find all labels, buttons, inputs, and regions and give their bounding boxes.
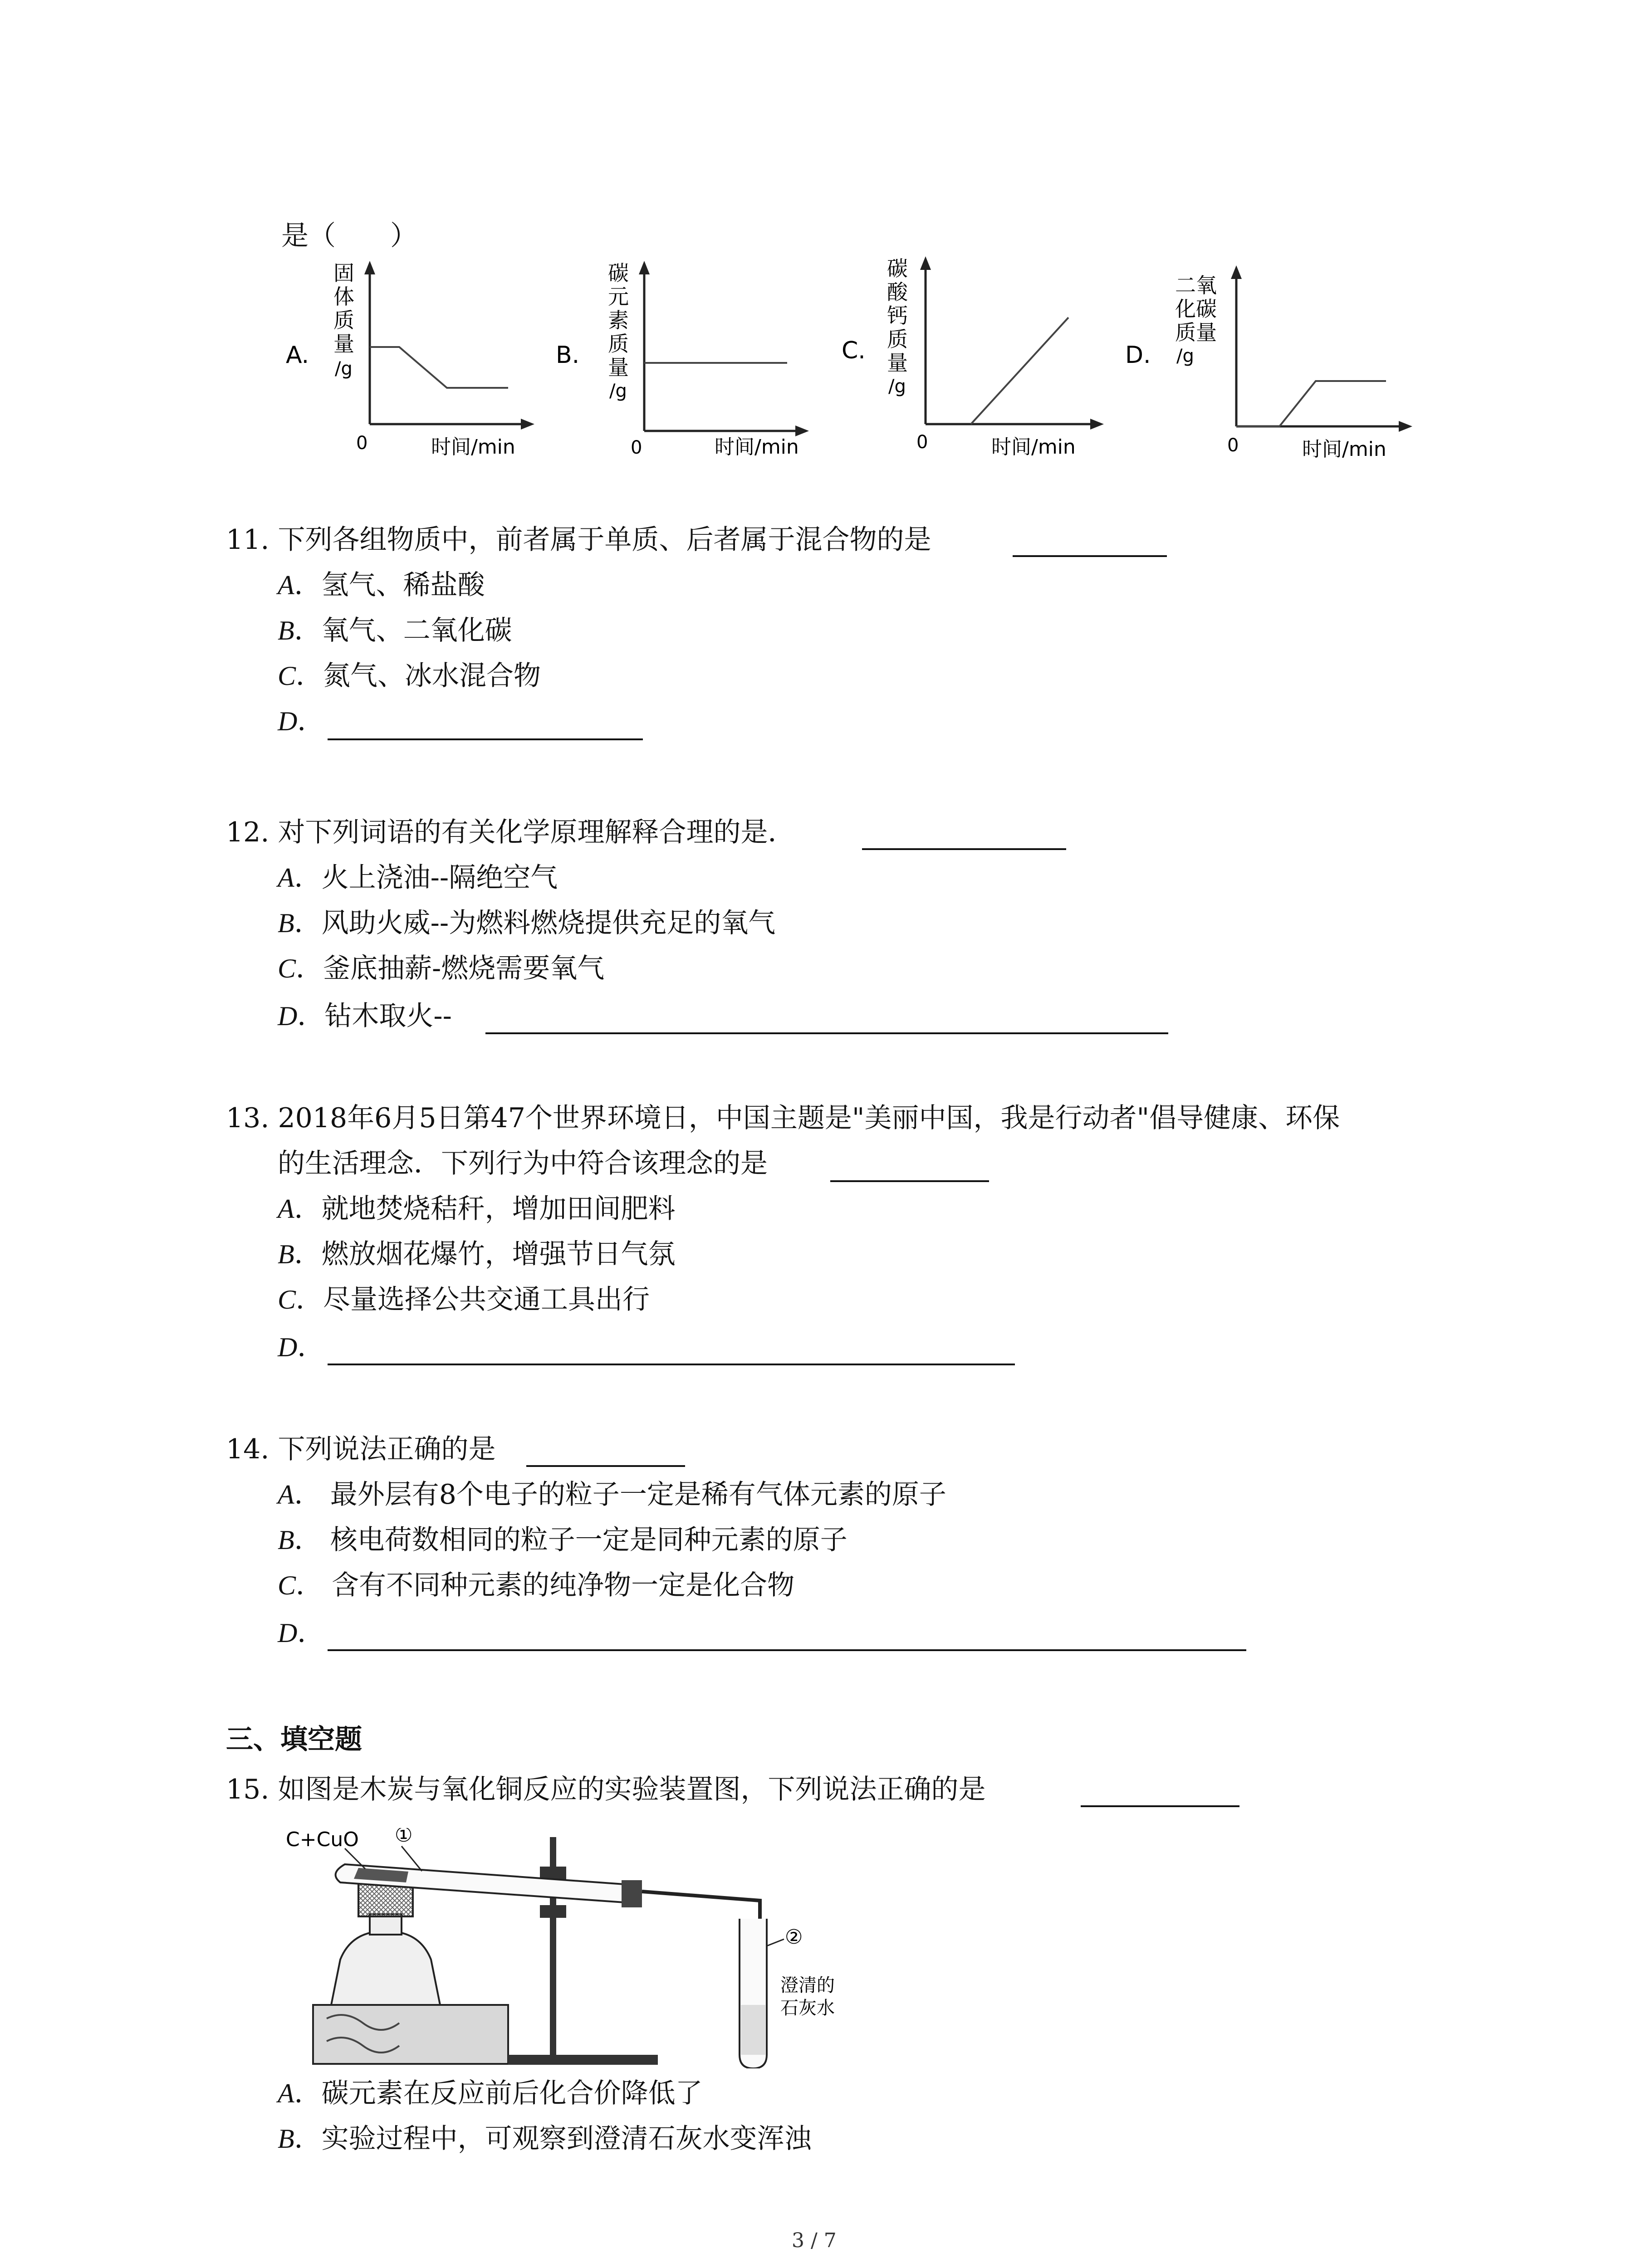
q13-option-b-text: ．燃放烟花爆竹，增强节日气氛 [294,1238,676,1270]
q12-answer-blank[interactable] [862,848,1066,850]
chart-d-ylabel-0: 二氧 [1175,273,1217,298]
q11-option-d-text: ． [297,705,325,737]
chart-b-ylabel-2: 素 [608,308,629,332]
chart-b-option-label: B. [556,342,580,369]
chart-a-option-label: A. [286,342,309,369]
q11-option-a-text: ．氢气、稀盐酸 [294,569,485,601]
q14-option-a-letter: A [278,1480,294,1510]
chart-c-xlabel: 时间/min [991,435,1076,459]
q14-option-c-letter: C [278,1570,296,1600]
q12-option-a-letter: A [278,863,294,893]
q11-option-c-text: ．氮气、冰水混合物 [296,660,541,692]
q13-option-b[interactable] [278,1236,676,1272]
label-2-leader [767,1939,784,1946]
chart-c-ylabel-0: 碳 [887,256,908,281]
q12-option-c-letter: C [278,953,296,983]
q12-option-c-text: ．釜底抽薪-燃烧需要氧气 [296,953,605,984]
q12-stem: 12. 对下列词语的有关化学原理解释合理的是． [226,816,795,848]
q13-option-d-blank[interactable] [328,1364,1015,1365]
q14-option-d-blank[interactable] [328,1649,1246,1651]
chart-option-b [556,259,810,467]
q11-option-a-letter: A [278,570,294,600]
chart-b-ylabel-5: /g [609,381,627,401]
q11-option-d-letter: D [278,706,298,736]
q13-answer-blank[interactable] [830,1180,989,1182]
chart-b-xlabel: 时间/min [715,435,799,459]
q13-option-a-text: ．就地焚烧秸秆，增加田间肥料 [294,1193,676,1225]
label-1-leader [402,1846,422,1871]
chart-c-y-arrow [920,256,931,270]
q12-option-d[interactable] [278,998,452,1034]
chart-a-xlabel: 时间/min [431,435,515,459]
page-number: 3 / 7 [792,2229,837,2252]
chart-a-ylabel-3: 量 [333,332,354,356]
chart-b-ylabel [608,261,629,401]
chart-b-origin: 0 [631,437,642,458]
chart-d-ylabel [1175,273,1217,367]
q14-option-c[interactable] [278,1567,794,1603]
stand-base [508,2055,658,2065]
chart-a-ylabel-4: /g [335,358,353,379]
limewater-liquid [741,2005,765,2055]
q13-option-a[interactable] [278,1191,676,1227]
q15-option-b[interactable] [278,2121,812,2157]
chart-b-x-arrow [795,425,809,436]
q13-option-c[interactable] [278,1281,650,1318]
q13-stem-line2: 的生活理念．下列行为中符合该理念的是 [278,1148,768,1179]
q12-option-d-letter: D [278,1001,298,1031]
q15-apparatus-figure [286,1828,885,2068]
q11-option-c[interactable] [278,658,541,694]
chart-c-ylabel-4: 量 [887,351,908,375]
q11-option-d-blank[interactable] [328,738,643,740]
q15-option-a-text: ．碳元素在反应前后化合价降低了 [294,2077,703,2109]
stand-clamp-top [540,1867,566,1879]
chart-a-x-arrow [521,419,534,430]
alcohol-lamp [331,1932,440,2005]
chart-c-ylabel [887,256,908,397]
q14-option-b-letter: B [278,1525,294,1555]
q15-option-b-letter: B [278,2124,294,2154]
chart-a-ylabel-1: 体 [333,284,354,309]
q14-option-a-text: ． 最外层有8个电子的粒子一定是稀有气体元素的原子 [294,1479,946,1510]
q14-option-d-text: ． [297,1617,325,1649]
q13-option-d-letter: D [278,1332,298,1362]
q11-option-b-letter: B [278,616,294,645]
label-limewater-1: 澄清的 [780,1975,835,1996]
chart-d-x-arrow [1399,421,1412,432]
q13-stem-line1: 13. 2018年6月5日第47个世界环境日，中国主题是"美丽中国，我是行动者"倡导健康、环保 [226,1102,1340,1134]
q15-stem: 15. 如图是木炭与氧化铜反应的实验装置图，下列说法正确的是 [226,1774,986,1805]
q11-option-c-letter: C [278,661,296,691]
q15-option-a-letter: A [278,2078,294,2108]
chart-d-origin: 0 [1227,435,1239,456]
q13-option-a-letter: A [278,1194,294,1224]
q11-option-b[interactable] [278,612,512,649]
chart-d-y-arrow [1231,265,1242,279]
chart-option-d [1125,263,1416,472]
chart-d-series-line [1236,381,1386,426]
q11-option-b-text: ．氧气、二氧化碳 [294,615,512,646]
q15-answer-blank[interactable] [1081,1805,1239,1807]
q14-option-a[interactable] [278,1476,946,1513]
chart-d-ylabel-2: 质量 [1175,320,1217,345]
q13-option-d-text: ． [297,1331,325,1363]
chart-c-x-arrow [1090,419,1104,430]
q13-option-b-letter: B [278,1239,294,1269]
chart-d-ylabel-3: /g [1176,346,1194,367]
q14-option-b[interactable] [278,1522,847,1558]
chart-a-ylabel-2: 质 [333,308,354,332]
chart-option-c [835,254,1107,467]
label-2: ② [785,1926,803,1949]
chart-c-ylabel-1: 酸 [887,280,908,304]
q11-stem: 11. 下列各组物质中，前者属于单质、后者属于混合物的是 [226,524,931,556]
q13-option-c-letter: C [278,1285,296,1315]
q11-answer-blank[interactable] [1013,555,1167,557]
chart-c-ylabel-5: /g [888,376,906,397]
q14-stem: 14. 下列说法正确的是 [226,1433,496,1465]
q15-option-a[interactable] [278,2075,703,2112]
chart-c-origin: 0 [916,432,928,453]
q12-option-b[interactable] [278,905,775,941]
chart-d-option-label: D. [1125,342,1151,369]
label-1: ① [395,1828,413,1847]
label-limewater-2: 石灰水 [780,1998,835,2019]
q12-option-b-text: ．风助火威--为燃料燃烧提供充足的氧气 [294,907,776,939]
q13-option-d[interactable] [278,1329,324,1365]
q12-option-d-text: ．钻木取火-- [297,1000,452,1032]
stand-clamp-bottom [540,1905,566,1918]
chart-a-y-arrow [364,261,375,274]
q14-option-d[interactable] [278,1615,324,1651]
q12-option-c[interactable] [278,950,604,987]
chart-c-ylabel-3: 质 [887,327,908,352]
lamp-base-block [313,2005,508,2064]
chart-d-ylabel-1: 化碳 [1175,297,1217,321]
label-reactants: C+CuO [286,1828,359,1851]
chart-b-ylabel-3: 质 [608,332,629,356]
chart-c-ylabel-2: 钙 [887,303,908,328]
chart-a-ylabel [333,261,354,379]
chart-a-origin: 0 [356,433,368,454]
stopper [622,1880,642,1907]
chart-b-ylabel-1: 元 [608,284,629,309]
q14-option-d-letter: D [278,1618,298,1648]
q14-option-b-text: ． 核电荷数相同的粒子一定是同种元素的原子 [294,1524,847,1556]
q11-option-d[interactable] [278,703,324,739]
chart-b-ylabel-0: 碳 [608,261,629,285]
chart-option-a [281,259,535,467]
section-title-fill-in: 三、填空题 [226,1724,362,1755]
chart-b-y-arrow [639,261,650,274]
q12-option-d-blank[interactable] [485,1032,1168,1034]
chart-c-option-label: C. [842,337,866,364]
q15-option-b-text: ．实验过程中，可观察到澄清石灰水变浑浊 [294,2123,812,2155]
chart-a-ylabel-0: 固 [333,261,354,285]
chart-d-xlabel: 时间/min [1302,438,1386,461]
q11-option-a[interactable] [278,567,485,603]
chart-a-series-line [370,347,508,388]
q14-option-c-text: ． 含有不同种元素的纯净物一定是化合物 [296,1569,795,1601]
q10-tail: 是（ ） [281,220,417,252]
q12-option-b-letter: B [278,908,294,938]
chart-b-ylabel-4: 量 [608,355,629,380]
q14-answer-blank[interactable] [526,1465,685,1467]
q13-option-c-text: ．尽量选择公共交通工具出行 [296,1284,650,1315]
q12-option-a[interactable] [278,860,558,896]
chart-c-series-line [971,318,1068,424]
q12-option-a-text: ．火上浇油--隔绝空气 [294,862,558,894]
